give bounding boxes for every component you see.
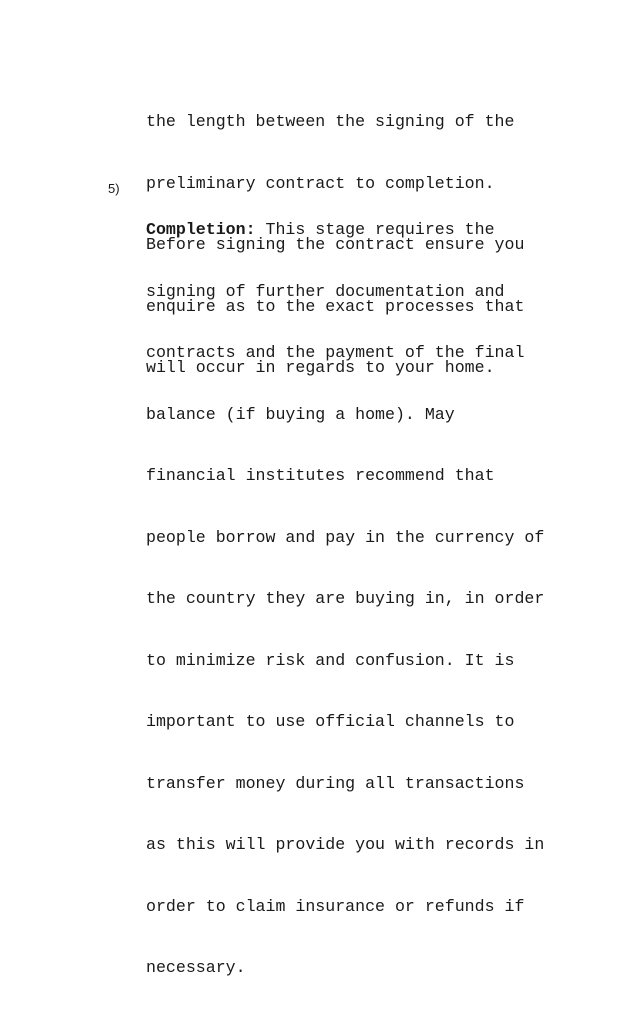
text-line: as this will provide you with records in <box>146 835 545 854</box>
list-item-first-line-text: This stage requires the <box>255 220 495 239</box>
text-line: the length between the signing of the <box>146 112 515 131</box>
text-line: the country they are buying in, in order <box>146 589 545 608</box>
text-line: important to use official channels to <box>146 712 515 731</box>
text-line: will occur in regards to your home. <box>146 358 495 377</box>
text-line: balance (if buying a home). May <box>146 404 455 424</box>
list-item-number: 5) <box>108 181 120 196</box>
text-line: financial institutes recommend that <box>146 466 495 485</box>
text-line: order to claim insurance or refunds if <box>146 896 525 916</box>
text-line: preliminary contract to completion. <box>146 173 495 193</box>
text-line: to minimize risk and confusion. It is <box>146 650 515 670</box>
text-line-first <box>146 220 544 241</box>
text-line: Before signing the contract ensure you <box>146 235 525 254</box>
text-line: people borrow and pay in the currency of <box>146 527 545 547</box>
list-item-body <box>146 179 544 1020</box>
text-line: contracts and the payment of the final <box>146 343 525 362</box>
text-line: transfer money during all transactions <box>146 773 525 793</box>
text-line: necessary. <box>146 958 246 977</box>
text-line: enquire as to the exact processes that <box>146 296 525 316</box>
list-item-term: Completion: <box>146 220 256 239</box>
text-line: signing of further documentation and <box>146 281 505 301</box>
